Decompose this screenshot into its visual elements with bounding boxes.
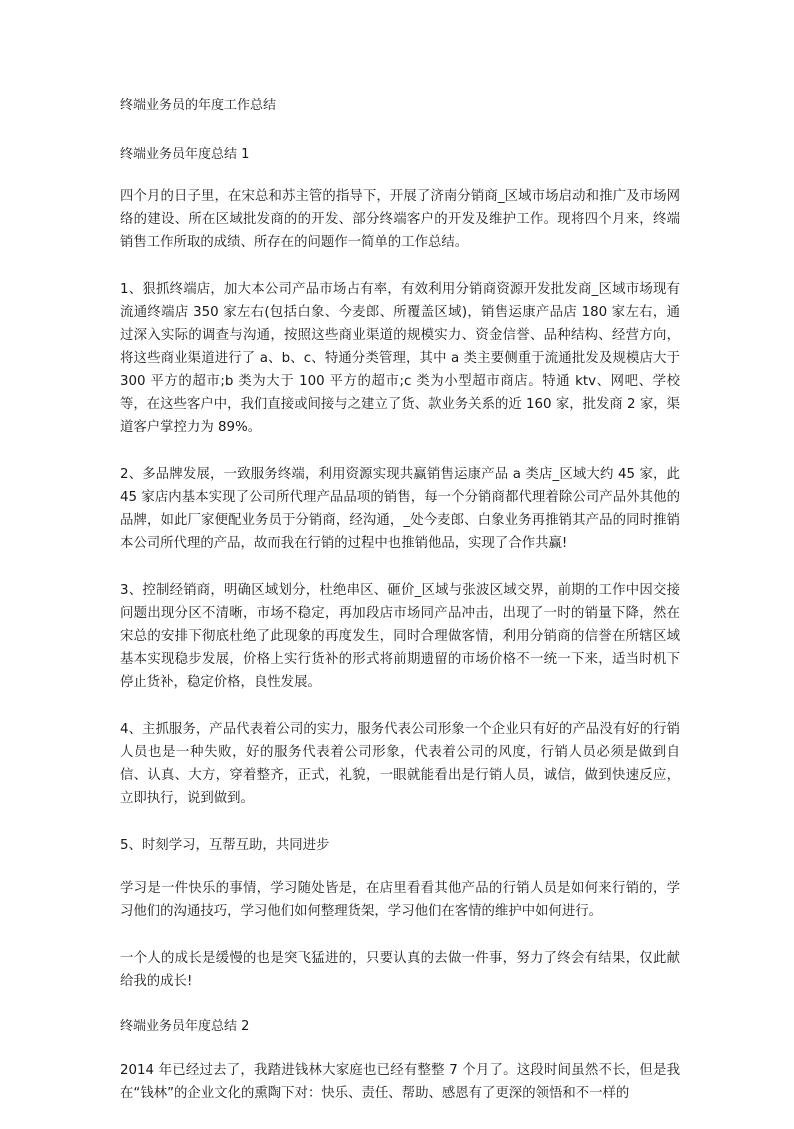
paragraph-point-3: 3、控制经销商，明确区域划分，杜绝串区、砸价_区域与张波区域交界，前期的工作中因交接问题出现分区不清晰，市场不稳定，再加段店市场同产品冲击，出现了一时的销量下降，然在宋总的安排下彻底杜绝了此现象的再度发生，同时合理做客情，利用分销商的信誉在所辖区域基本实现稳步发展，价格上实行货补的形式将前期遗留的市场价格不一统一下来，适当时机下停止货补，稳定价格，良性发展。 bbox=[120, 583, 680, 690]
paragraph-growth: 一个人的成长是缓慢的也是突飞猛进的，只要认真的去做一件事，努力了终会有结果，仅此献给我的成长! bbox=[120, 951, 680, 989]
paragraph-point-2: 2、多品牌发展，一致服务终端，利用资源实现共赢销售运康产品 a 类店_区域大约 45 家，此 45 家店内基本实现了公司所代理产品品项的销售，每一个分销商都代理着除公司产品外其他的品牌，如此厂家便配业务员于分销商，经沟通，_处今麦郎、白象业务再推销其产品的同时推销本公司所代理的产品，故而我在行销的过程中也推销他品，实现了合作共赢! bbox=[120, 467, 680, 551]
paragraph-intro: 四个月的日子里，在宋总和苏主管的指导下，开展了济南分销商_区域市场启动和推广及市场网络的建设、所在区域批发商的的开发、部分终端客户的开发及维护工作。现将四个月来，终端销售工作所取的成绩、所存在的问题作一简单的工作总结。 bbox=[120, 189, 680, 250]
paragraph-point-1: 1、狠抓终端店，加大本公司产品市场占有率，有效利用分销商资源开发批发商_区域市场现有流通终端店 350 家左右(包括白象、今麦郎、所覆盖区域)，销售运康产品店 180 家左右，通过深入实际的调查与沟通，按照这些商业渠道的规模实力、资金信誉、品种结构、经营方向，将这些商业渠道进行了 a、b、c、特通分类管理，其中 a 类主要侧重于流通批发及规模店大于 300 平方的超市;b 类为大于 100 平方的超市;c 类为小型超市商店。特通 ktv、网吧、学校等，在这些客户中，我们直接或间接与之建立了货、款业务关系的近 160 家，批发商 2 家，渠道客户掌控力为 89%。 bbox=[120, 282, 680, 435]
paragraph-point-5: 5、时刻学习，互帮互助，共同进步 bbox=[120, 838, 330, 853]
paragraph-2014: 2014 年已经过去了，我踏进钱林大家庭也已经有整整 7 个月了。这段时间虽然不长，但是我在“钱林”的企业文化的熏陶下对：快乐、责任、帮助、感恩有了更深的领悟和不一样的 bbox=[120, 1063, 680, 1101]
document-title: 终端业务员的年度工作总结 bbox=[120, 98, 277, 113]
document-page bbox=[120, 96, 680, 1129]
section-heading-1: 终端业务员年度总结 1 bbox=[120, 147, 250, 162]
section-heading-2: 终端业务员年度总结 2 bbox=[120, 1019, 250, 1034]
paragraph-point-4: 4、主抓服务，产品代表着公司的实力，服务代表公司形象一个企业只有好的产品没有好的行销人员也是一种失败，好的服务代表着公司形象，代表着公司的风度，行销人员必须是做到自信、认真、大方，穿着整齐，正式，礼貌，一眼就能看出是行销人员，诚信，做到快速反应，立即执行，说到做到。 bbox=[120, 722, 680, 806]
paragraph-learning: 学习是一件快乐的事情，学习随处皆是，在店里看看其他产品的行销人员是如何来行销的，学习他们的沟通技巧，学习他们如何整理货架，学习他们在客情的维护中如何进行。 bbox=[120, 881, 680, 919]
